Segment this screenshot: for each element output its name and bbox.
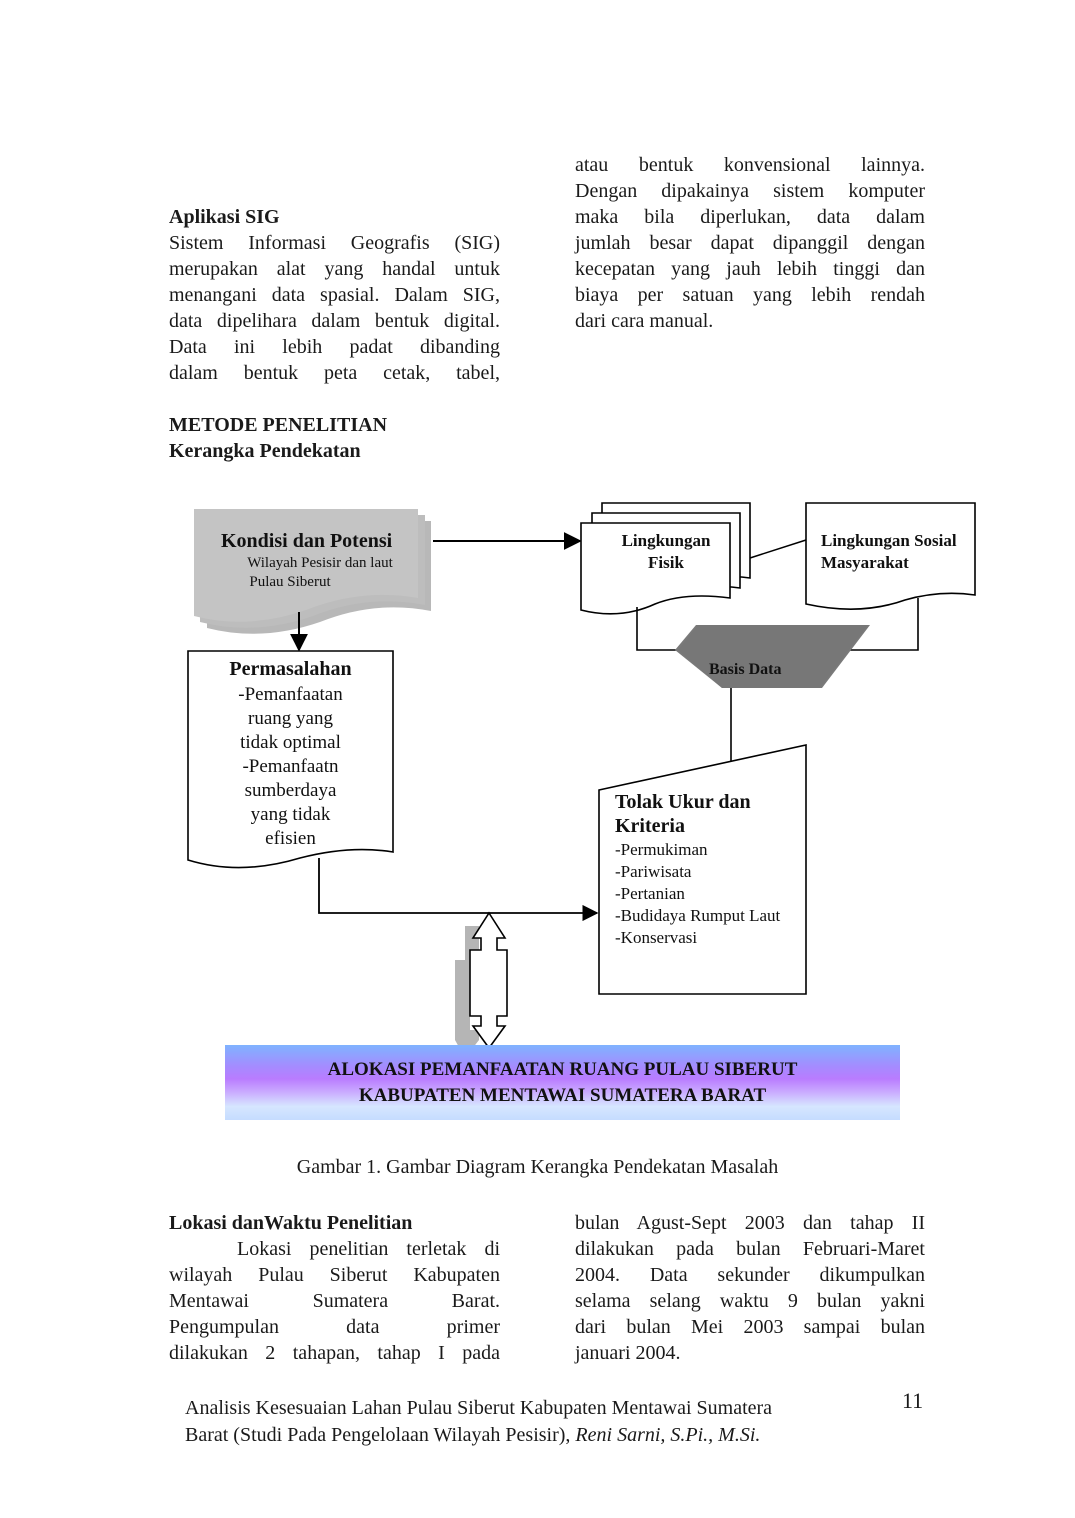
tolak-ukur-list [615,839,780,949]
tolak-ukur-title-2: Kriteria [615,815,685,837]
permasalahan-line: ruang yang [248,708,333,729]
arrow-permasalahan-to-tolak [319,858,597,913]
kondisi-title: Kondisi dan Potensi [221,530,393,552]
footer-title-text: Barat (Studi Pada Pengelolaan Wilayah Pesisir), [185,1424,576,1446]
paragraph-line: Lokasi penelitian terletak di [237,1238,500,1260]
section-title: METODE PENELITIAN [169,414,388,436]
permasalahan-line: efisien [265,828,316,849]
page-number: 11 [902,1388,924,1413]
kondisi-subtitle-1: Wilayah Pesisir dan laut [247,555,393,571]
paragraph-line: Sistem Informasi Geografis (SIG) [169,232,500,254]
paragraph-line: biaya per satuan yang lebih rendah [575,284,925,306]
section-heading-aplikasi-sig: Aplikasi SIG [169,206,280,228]
permasalahan-line: sumberdaya [244,780,337,801]
paragraph-line: selama selang waktu 9 bulan yakni [575,1290,925,1312]
paragraph-line: jumlah besar dapat dipanggil dengan [575,232,925,254]
permasalahan-line: yang tidak [250,804,331,825]
paragraph-line: atau bentuk konvensional lainnya. [575,154,925,176]
figure-caption: Gambar 1. Gambar Diagram Kerangka Pendekatan Masalah [296,1156,779,1178]
paragraph-line: kecepatan yang jauh lebih tinggi dan [575,258,925,280]
section-subtitle: Kerangka Pendekatan [169,440,361,462]
tolak-ukur-item: -Pariwisata [615,862,692,881]
lingkungan-fisik-label-1: Lingkungan [621,531,711,550]
footer-author: Reni Sarni, S.Pi., M.Si. [575,1424,761,1446]
paragraph-line: dari bulan Mei 2003 sampai bulan [575,1316,925,1338]
basis-data-label: Basis Data [709,661,782,678]
permasalahan-line: -Pemanfaatn [242,756,339,777]
paragraph-line: wilayah Pulau Siberut Kabupaten [169,1264,500,1286]
permasalahan-list [188,683,393,851]
permasalahan-line: tidak optimal [240,732,341,753]
double-arrow-shape [455,913,507,1058]
right-column-bottom [575,1210,925,1366]
tolak-ukur-item: -Konservasi [615,928,698,947]
paragraph-line: menangani data spasial. Dalam SIG, [169,284,500,306]
permasalahan-title: Permasalahan [229,658,352,680]
tolak-ukur-item: -Permukiman [615,840,708,859]
running-footer [185,1395,772,1449]
banner-line-1: ALOKASI PEMANFAATAN RUANG PULAU SIBERUT [327,1058,798,1080]
lingkungan-sosial-label-2: Masyarakat [821,553,909,572]
paragraph-line: data dipelihara dalam bentuk digital. [169,310,500,332]
tolak-ukur-item: -Budidaya Rumput Laut [615,906,781,925]
lingkungan-fisik-label-2: Fisik [648,553,684,572]
section-heading-lokasi: Lokasi danWaktu Penelitian [169,1212,413,1234]
kondisi-subtitle-2: Pulau Siberut [249,574,331,590]
paragraph-line: dalam bentuk peta cetak, tabel, [169,362,500,384]
paragraph-line: dilakukan 2 tahapan, tahap I pada [169,1342,500,1364]
paragraph-line: Mentawai Sumatera Barat. [169,1290,500,1312]
paragraph-line: dilakukan pada bulan Februari-Maret [575,1238,925,1260]
left-column-bottom [169,1210,500,1366]
paragraph-line: januari 2004. [575,1342,681,1364]
paragraph-line: maka bila diperlukan, data dalam [575,206,925,228]
paragraph-line: Data ini lebih padat dibanding [169,336,500,358]
paragraph-line: dari cara manual. [575,310,714,332]
footer-line-1: Analisis Kesesuaian Lahan Pulau Siberut Kabupaten Mentawai Sumatera [185,1397,773,1419]
footer-line-2 [185,1422,772,1449]
paragraph-line: Dengan dipakainya sistem komputer [575,180,925,202]
paragraph-line: Pengumpulan data primer [169,1316,500,1338]
banner-line-2: KABUPATEN MENTAWAI SUMATERA BARAT [358,1084,767,1106]
tolak-ukur-item: -Pertanian [615,884,685,903]
tolak-ukur-title-1: Tolak Ukur dan [615,791,751,813]
allocation-banner [225,1045,900,1120]
paragraph-line: merupakan alat yang handal untuk [169,258,500,280]
permasalahan-line: -Pemanfaatan [238,684,343,705]
lingkungan-sosial-label-1: Lingkungan Sosial [821,531,957,550]
paragraph-line: bulan Agust-Sept 2003 dan tahap II [575,1212,925,1234]
paragraph-line: 2004. Data sekunder dikumpulkan [575,1264,925,1286]
